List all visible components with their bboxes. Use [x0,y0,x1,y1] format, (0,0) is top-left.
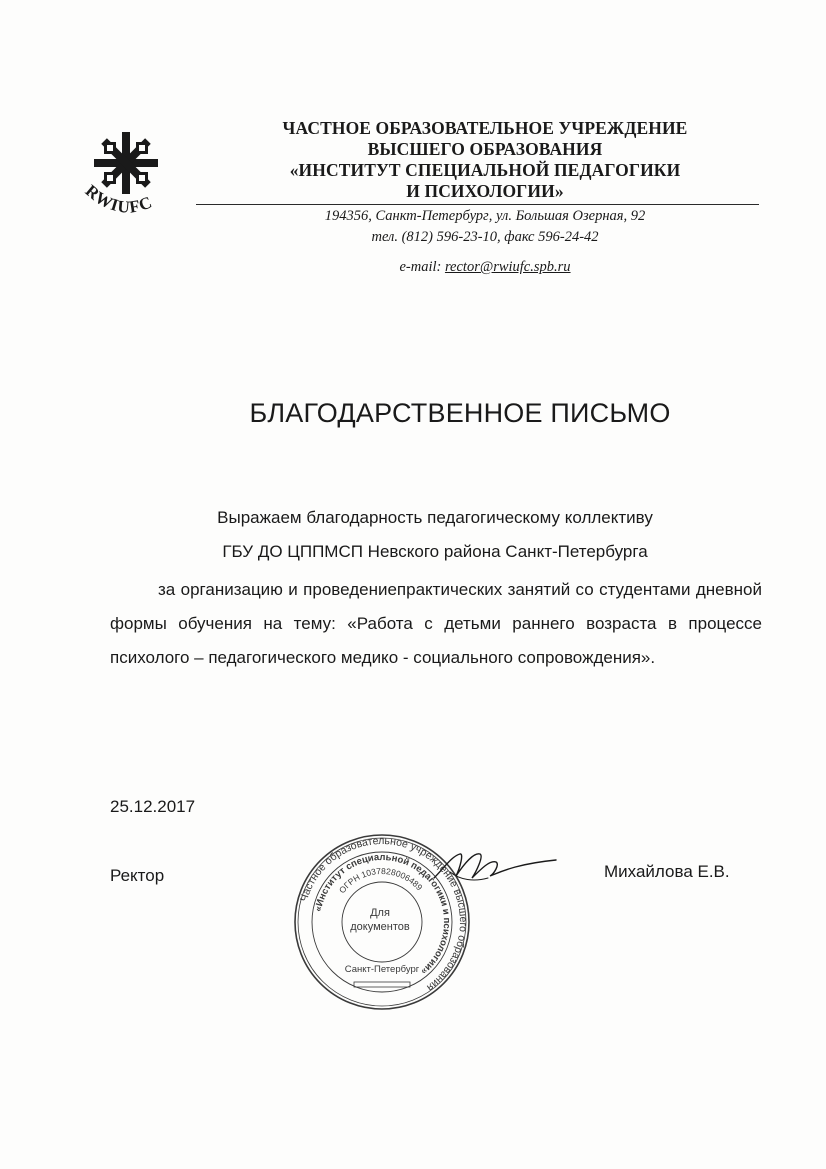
postal-address: 194356, Санкт-Петербург, ул. Большая Озерная, 92 [324,208,646,224]
letter-paragraph: за организацию и проведениепрактических занятий со студентами дневной формы обучения на тему: «Работа с детьми раннего возраста в процессе психолого – педагогического медико - социального сопровождения». [110,580,762,667]
recipient-line: ГБУ ДО ЦППМСП Невского района Санкт-Петербурга [222,542,648,561]
organization-name [250,118,720,202]
stamp-center-line-1: Для [370,907,390,919]
phone-fax: тел. (812) 596-23-10, факс 596-24-42 [371,229,599,245]
stamp-center-line-2: документов [350,921,410,933]
stamp-outer-text: Частное образовательное учреждение высшего образования [297,834,470,994]
stamp-bottom-bar [354,982,410,987]
stamp-number: ОГРН 1037828006489 [336,865,425,896]
signatory-position: Ректор [110,866,165,885]
email-label: e-mail: [399,259,442,275]
signatory-name: Михайлова Е.В. [604,862,730,881]
org-line-1: ЧАСТНОЕ ОБРАЗОВАТЕЛЬНОЕ УЧРЕЖДЕНИЕ [282,118,688,138]
gratitude-line: Выражаем благодарность педагогическому коллективу [217,508,653,527]
letter-title: БЛАГОДАРСТВЕННОЕ ПИСЬМО [249,398,671,428]
address-block [250,206,720,248]
email-line [250,259,720,276]
rector-signature [430,838,560,898]
institute-logo [72,128,182,228]
stamp-city: Санкт-Петербург [344,964,420,975]
org-line-4: И ПСИХОЛОГИИ» [406,181,564,201]
header-divider [196,204,759,205]
stamp-inner-text: «Институт специальной педагогики и психологии» [312,851,453,977]
email-link[interactable]: rector@rwiufc.spb.ru [444,259,571,275]
org-line-3: «ИНСТИТУТ СПЕЦИАЛЬНОЙ ПЕДАГОГИКИ [289,160,681,180]
org-line-2: ВЫСШЕГО ОБРАЗОВАНИЯ [367,139,603,159]
letter-date: 25.12.2017 [110,797,196,816]
snowflake-cross-emblem-icon [94,132,158,194]
logo-text: RWIUFC [81,180,156,217]
